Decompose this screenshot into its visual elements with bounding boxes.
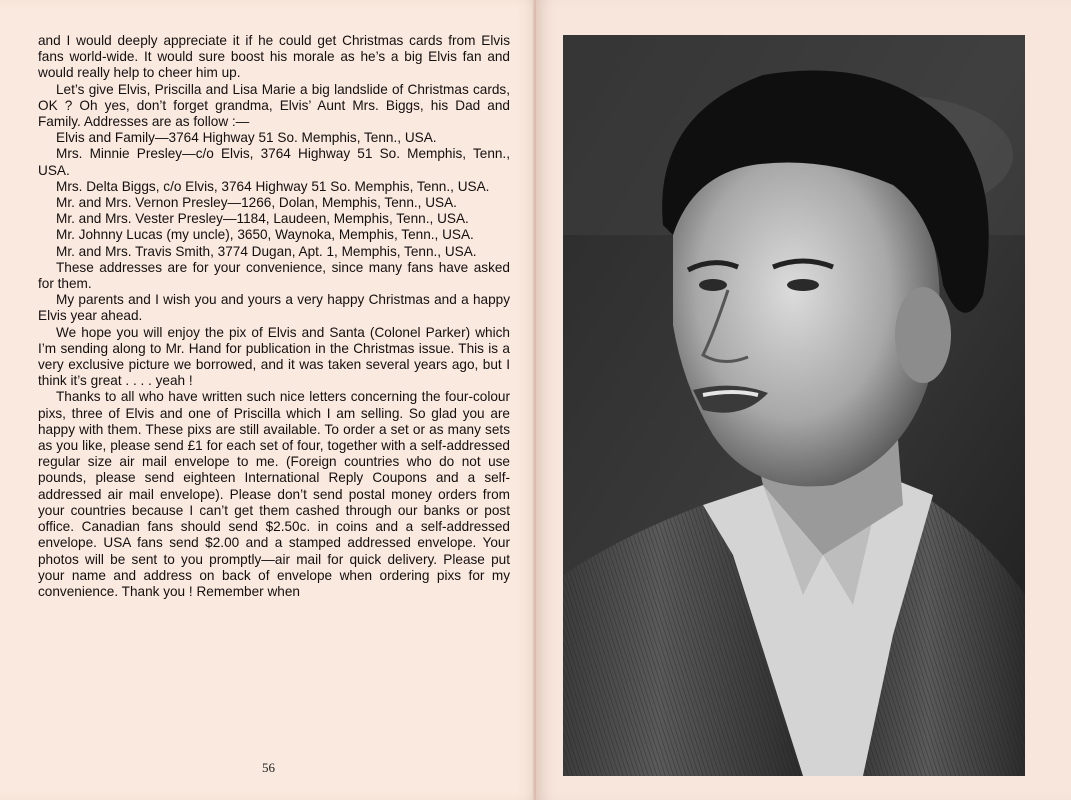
article-paragraph: Elvis and Family—3764 Highway 51 So. Memphis, Tenn., USA. <box>56 130 437 146</box>
article-paragraph: Mr. and Mrs. Travis Smith, 3774 Dugan, Apt. 1, Memphis, Tenn., USA. <box>56 243 477 259</box>
article-paragraph: My parents and I wish you and yours a very happy Christmas and a happy Elvis year ahead. <box>38 292 510 324</box>
article-paragraph: Mr. and Mrs. Vernon Presley—1266, Dolan, Memphis, Tenn., USA. <box>56 195 457 211</box>
portrait-photo <box>563 35 1025 776</box>
article-paragraph: and I would deeply appreciate it if he could get Christmas cards from Elvis fans world-wide. It would sure boost his morale as he’s a big Elvis fan and would really help to cheer him up. <box>38 33 510 81</box>
article-paragraph: Mr. Johnny Lucas (my uncle), 3650, Waynoka, Memphis, Tenn., USA. <box>56 227 474 243</box>
article-paragraph: Thanks to all who have written such nice letters concerning the four-colour pixs, three of Elvis and one of Priscilla which I am selling. So glad you are happy with them. These pixs are still available. To order a set or as many sets as you like, please send £1 for each set of four, together with a self-addressed regular size air mail envelope to me. (Foreign countries who do not use pounds, please send eighteen International Reply Coupons and a self-addressed air mail envelope). Please don’t send postal money orders from your countries because I can’t get them cashed through our banks or post office. Canadian fans should send $2.50c. in coins and a self-addressed envelope. USA fans send $2.00 and a stamped addressed envelope. Your photos will be sent to you promptly—air mail for quick delivery. Please put your name and address on back of envelope when ordering pixs for my convenience. Thank you ! Remember when <box>38 389 510 599</box>
page-number: 56 <box>262 760 275 775</box>
article-paragraph: These addresses are for your convenience, since many fans have asked for them. <box>38 259 510 292</box>
article-paragraph: Mr. and Mrs. Vester Presley—1184, Laudeen, Memphis, Tenn., USA. <box>56 211 469 227</box>
article-paragraph: Mrs. Minnie Presley—c/o Elvis, 3764 Highway 51 So. Memphis, Tenn., USA. <box>38 146 510 178</box>
article-paragraph: Let’s give Elvis, Priscilla and Lisa Marie a big landslide of Christmas cards, OK ? Oh yes, don’t forget grandma, Elvis’ Aunt Mrs. Biggs, his Dad and Family. Addresses are as follow :— <box>38 81 510 130</box>
article-text-column <box>38 33 510 600</box>
article-paragraph: We hope you will enjoy the pix of Elvis and Santa (Colonel Parker) which I’m sending along to Mr. Hand for publication in the Christmas issue. This is a very exclusive picture we borrowed, and it was taken several years ago, but I think it’s great . . . . yeah ! <box>38 324 510 389</box>
article-paragraph: Mrs. Delta Biggs, c/o Elvis, 3764 Highway 51 So. Memphis, Tenn., USA. <box>56 178 490 194</box>
